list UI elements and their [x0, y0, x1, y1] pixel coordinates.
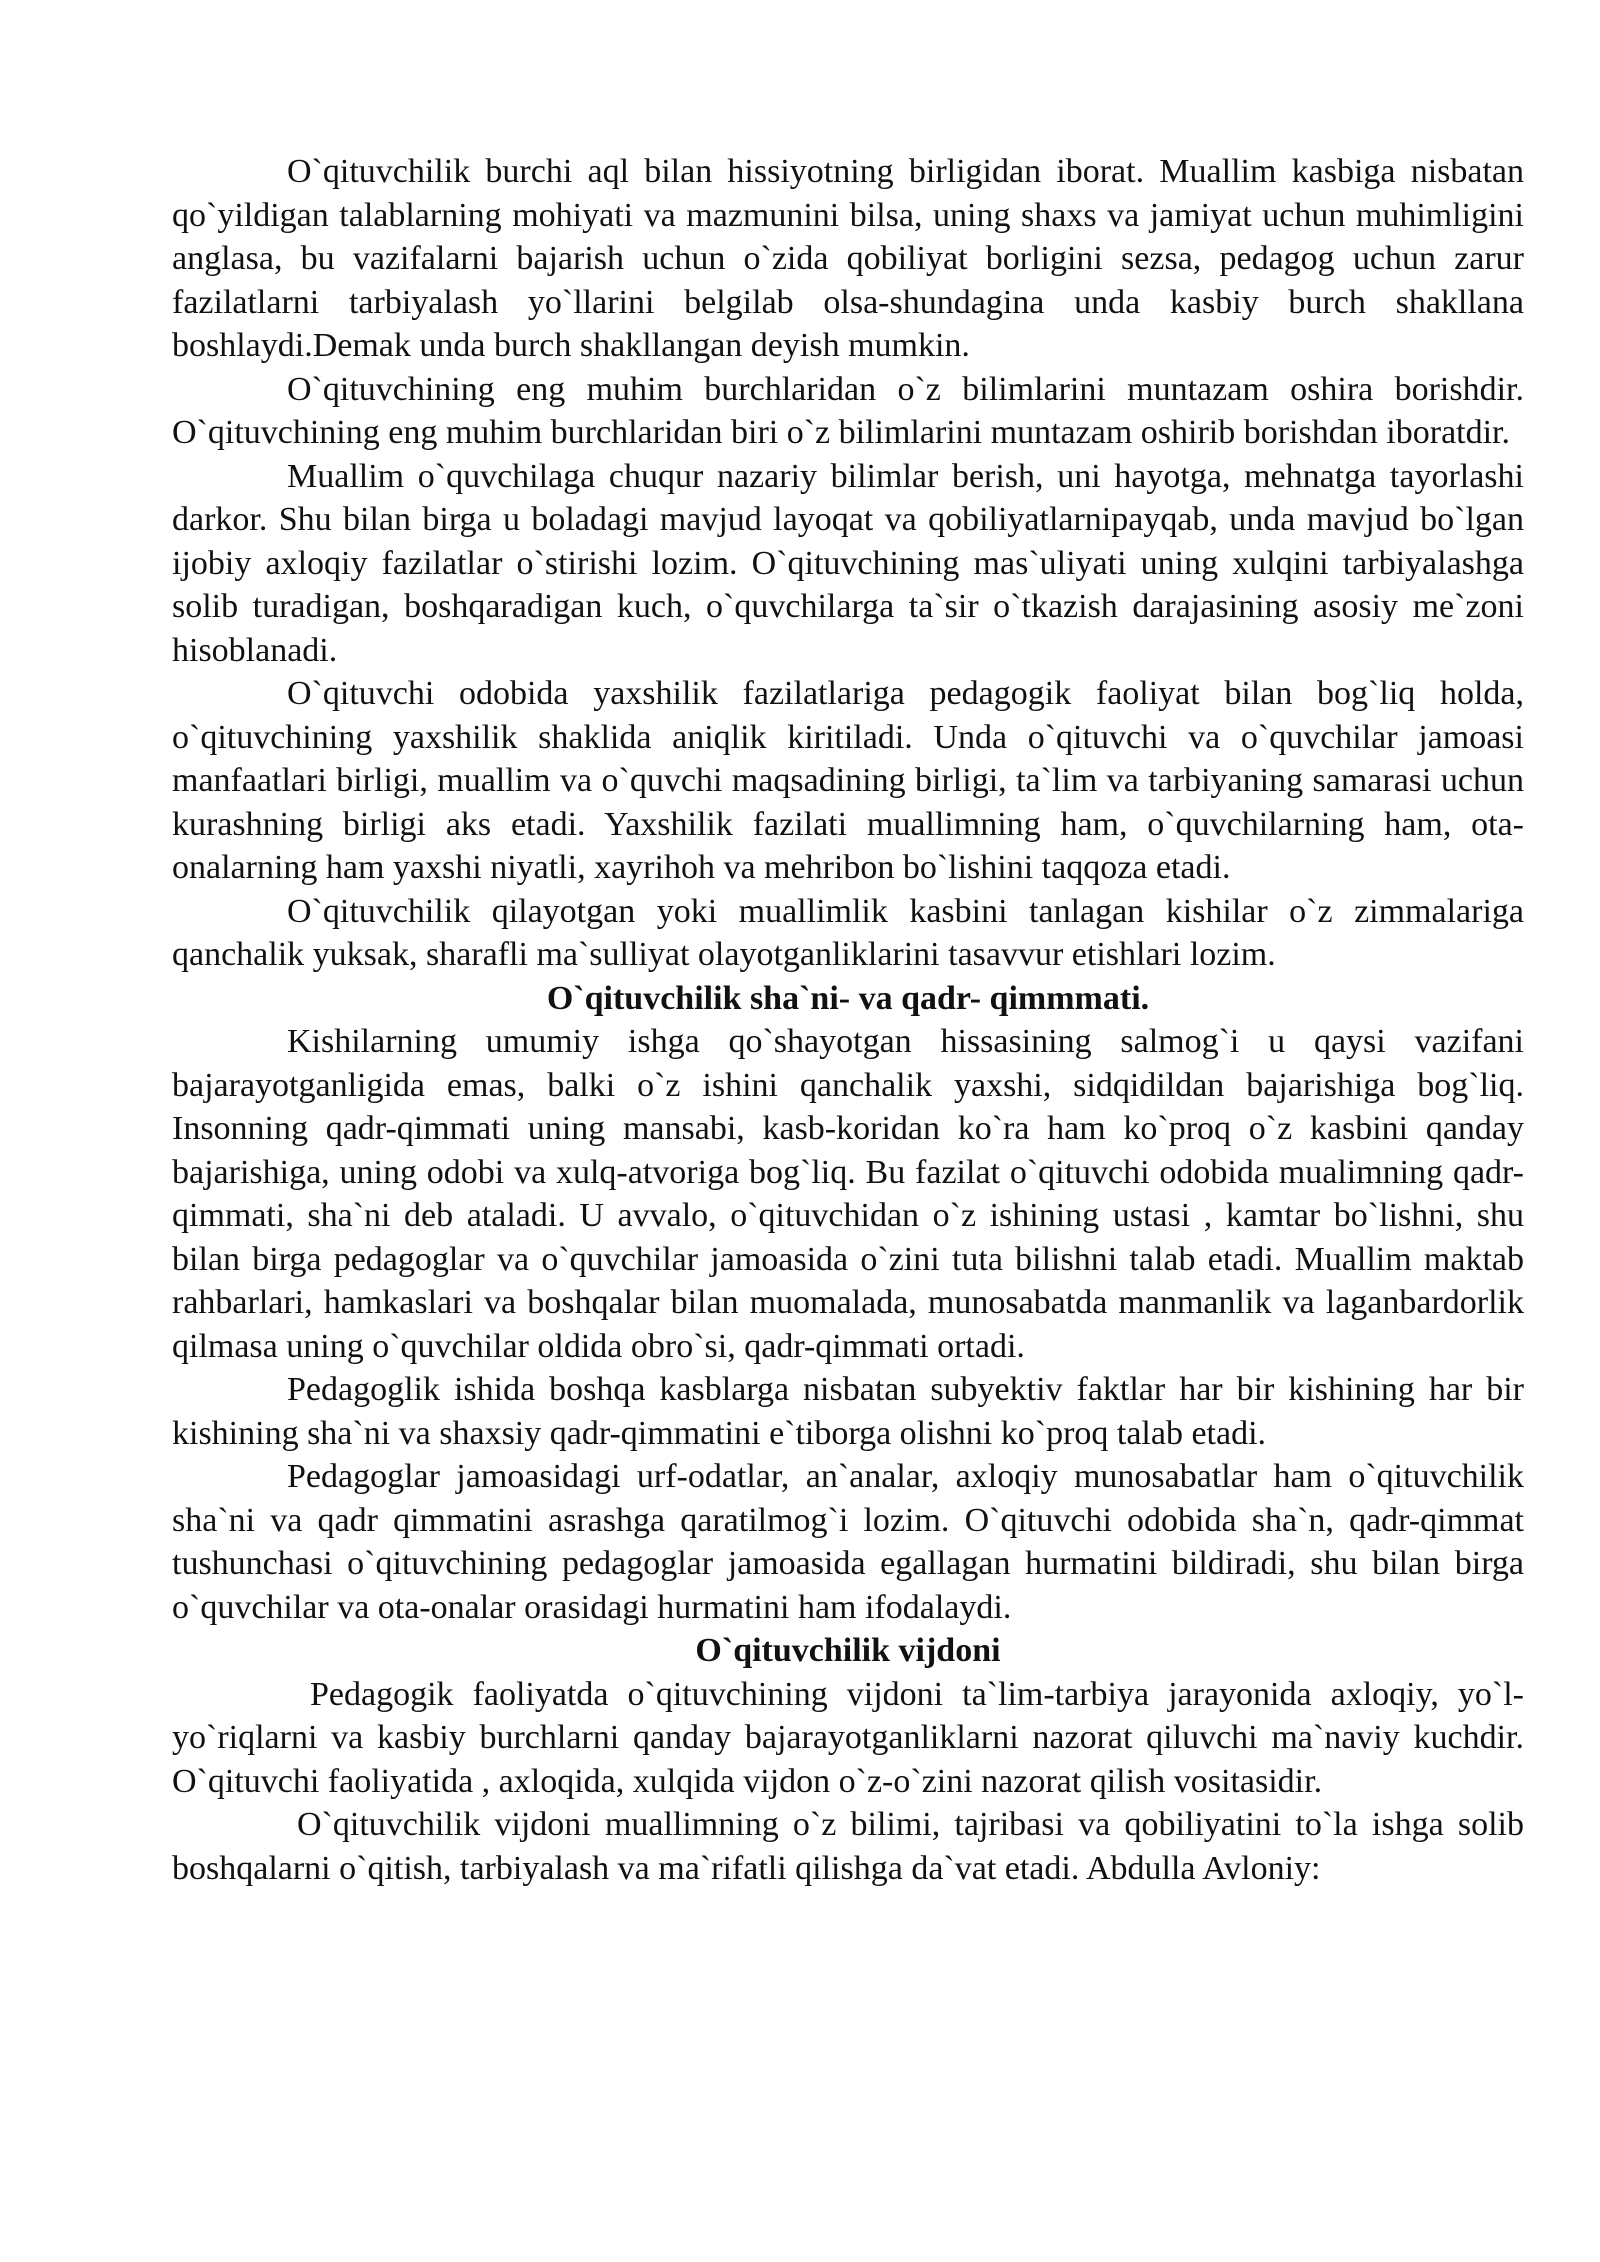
- document-page: [172, 150, 1524, 1890]
- paragraph-1: O`qituvchilik burchi aql bilan hissiyotning birligidan iborat. Muallim kasbiga nisbatan qo`yildigan talablarning mohiyati va mazmunini bilsa, uning shaxs va jamiyat uchun muhimligini anglasa, bu vazifalarni bajarish uchun o`zida qobiliyat borligini sezsa, pedagog uchun zarur fazilatlarni tarbiyalash yo`llarini belgilab olsa-shundagina unda kasbiy burch shakllana boshlaydi.Demak unda burch shakllangan deyish mumkin.: [172, 153, 1524, 364]
- paragraph-6: Kishilarning umumiy ishga qo`shayotgan hissasining salmog`i u qaysi vazifani bajarayotganligida emas, balki o`z ishini qanchalik yaxshi, sidqidildan bajarishiga bog`liq. Insonning qadr-qimmati uning mansabi, kasb-koridan ko`ra ham ko`proq o`z kasbini qanday bajarishiga, uning odobi va xulq-atvoriga bog`liq. Bu fazilat o`qituvchi odobida mualimning qadr-qimmati, sha`ni deb ataladi. U avvalo, o`qituvchidan o`z ishining ustasi , kamtar bo`lishni, shu bilan birga pedagoglar va o`quvchilar jamoasida o`zini tuta bilishni talab etadi. Muallim maktab rahbarlari, hamkaslari va boshqalar bilan muomalada, munosabatda manmanlik va laganbardorlik qilmasa uning o`quvchilar oldida obro`si, qadr-qimmati ortadi.: [172, 1023, 1524, 1365]
- paragraph-5: O`qituvchilik qilayotgan yoki muallimlik kasbini tanlagan kishilar o`z zimmalariga qanchalik yuksak, sharafli ma`sulliyat olayotganliklarini tasavvur etishlari lozim.: [172, 892, 1524, 973]
- paragraph-10: O`qituvchilik vijdoni muallimning o`z bilimi, tajribasi va qobiliyatini to`la ishga solib boshqalarni o`qitish, tarbiyalash va ma`rifatli qilishga da`vat etadi. Abdulla Avloniy:: [172, 1806, 1524, 1887]
- paragraph-7: Pedagoglik ishida boshqa kasblarga nisbatan subyektiv faktlar har bir kishining har bir kishining sha`ni va shaxsiy qadr-qimmatini e`tiborga olishni ko`proq talab etadi.: [172, 1371, 1524, 1452]
- paragraph-4: O`qituvchi odobida yaxshilik fazilatlariga pedagogik faoliyat bilan bog`liq holda, o`qituvchining yaxshilik shaklida aniqlik kiritiladi. Unda o`qituvchi va o`quvchilar jamoasi manfaatlari birligi, muallim va o`quvchi maqsadining birligi, ta`lim va tarbiyaning samarasi uchun kurashning birligi aks etadi. Yaxshilik fazilati muallimning ham, o`quvchilarning ham, ota-onalarning ham yaxshi niyatli, xayrihoh va mehribon bo`lishini taqqoza etadi.: [172, 675, 1524, 886]
- paragraph-2: O`qituvchining eng muhim burchlaridan o`z bilimlarini muntazam oshira borishdir. O`qituvchining eng muhim burchlaridan biri o`z bilimlarini muntazam oshirib borishdan iboratdir.: [172, 370, 1524, 451]
- section-heading-dignity: O`qituvchilik sha`ni- va qadr- qimmmati.: [546, 979, 1150, 1017]
- paragraph-3: Muallim o`quvchilaga chuqur nazariy bilimlar berish, uni hayotga, mehnatga tayorlashi darkor. Shu bilan birga u boladagi mavjud layoqat va qobiliyatlarnipayqab, unda mavjud bo`lgan ijobiy axloqiy fazilatlar o`stirishi lozim. O`qituvchining mas`uliyati uning xulqini tarbiyalashga solib turadigan, boshqaradigan kuch, o`quvchilarga ta`sir o`tkazish darajasining asosiy me`zoni hisoblanadi.: [172, 457, 1524, 669]
- paragraph-9: Pedagogik faoliyatda o`qituvchining vijdoni ta`lim-tarbiya jarayonida axloqiy, yo`l-yo`riqlarni va kasbiy burchlarni qanday bajarayotganliklarni nazorat qiluvchi ma`naviy kuchdir. O`qituvchi faoliyatida , axloqida, xulqida vijdon o`z-o`zini nazorat qilish vositasidir.: [172, 1675, 1524, 1800]
- section-heading-conscience: O`qituvchilik vijdoni: [695, 1632, 1001, 1669]
- paragraph-8: Pedagoglar jamoasidagi urf-odatlar, an`analar, axloqiy munosabatlar ham o`qituvchilik sha`ni va qadr qimmatini asrashga qaratilmog`i lozim. O`qituvchi odobida sha`n, qadr-qimmat tushunchasi o`qituvchining pedagoglar jamoasida egallagan hurmatini bildiradi, shu bilan birga o`quvchilar va ota-onalar orasidagi hurmatini ham ifodalaydi.: [172, 1458, 1524, 1626]
